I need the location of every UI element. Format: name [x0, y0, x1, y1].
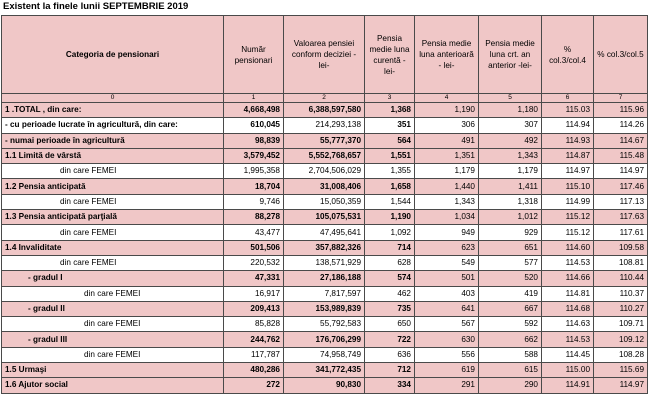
cell-col-6: 115.00 [542, 363, 594, 378]
table-row [2, 194, 648, 209]
cell-col-5: 577 [479, 255, 542, 270]
cell-col-3: 351 [365, 118, 415, 133]
cell-col-3: 722 [365, 332, 415, 347]
table-row [2, 103, 648, 118]
cell-col-6: 115.12 [542, 210, 594, 225]
cell-col-1: 3,579,452 [224, 148, 284, 163]
cell-col-1: 117,787 [224, 347, 284, 362]
cell-col-3: 334 [365, 378, 415, 393]
header-value: Valoarea pensiei conform deciziei -lei- [284, 16, 365, 94]
table-row [2, 286, 648, 301]
row-label: 1 .TOTAL , din care: [2, 103, 224, 118]
cell-col-5: 290 [479, 378, 542, 393]
cell-col-5: 419 [479, 286, 542, 301]
table-row [2, 301, 648, 316]
cell-col-1: 610,045 [224, 118, 284, 133]
cell-col-2: 27,186,188 [284, 271, 365, 286]
cell-col-7: 108.28 [594, 347, 648, 362]
cell-col-5: 667 [479, 301, 542, 316]
cell-col-4: 556 [415, 347, 479, 362]
header-pct-3-4: % col.3/col.4 [542, 16, 594, 94]
cell-col-2: 15,050,359 [284, 194, 365, 209]
cell-col-7: 114.97 [594, 164, 648, 179]
cell-col-6: 114.81 [542, 286, 594, 301]
cell-col-2: 90,830 [284, 378, 365, 393]
cell-col-4: 1,351 [415, 148, 479, 163]
table-caption: Existent la finele lunii SEPTEMBRIE 2019 [3, 1, 189, 12]
cell-col-3: 1,092 [365, 225, 415, 240]
cell-col-7: 115.96 [594, 103, 648, 118]
row-label: 1.5 Urmaşi [2, 363, 224, 378]
cell-col-4: 1,343 [415, 194, 479, 209]
table-row [2, 164, 648, 179]
cell-col-6: 114.66 [542, 271, 594, 286]
cell-col-3: 712 [365, 363, 415, 378]
cell-col-1: 1,995,358 [224, 164, 284, 179]
column-index-row [2, 94, 648, 103]
row-label: 1.1 Limită de vârstă [2, 148, 224, 163]
pension-table [1, 15, 648, 394]
cell-col-4: 567 [415, 317, 479, 332]
cell-col-1: 480,286 [224, 363, 284, 378]
cell-col-1: 88,278 [224, 210, 284, 225]
cell-col-3: 1,658 [365, 179, 415, 194]
cell-col-3: 636 [365, 347, 415, 362]
cell-col-2: 214,293,138 [284, 118, 365, 133]
cell-col-4: 1,179 [415, 164, 479, 179]
cell-col-5: 615 [479, 363, 542, 378]
table-row [2, 271, 648, 286]
cell-col-4: 1,190 [415, 103, 479, 118]
cell-col-4: 291 [415, 378, 479, 393]
header-row [2, 16, 648, 94]
cell-col-1: 244,762 [224, 332, 284, 347]
cell-col-7: 114.26 [594, 118, 648, 133]
row-label: din care FEMEI [2, 194, 224, 209]
cell-col-5: 651 [479, 240, 542, 255]
header-pct-3-5: % col.3/col.5 [594, 16, 648, 94]
row-label: din care FEMEI [2, 164, 224, 179]
cell-col-2: 7,817,597 [284, 286, 365, 301]
cell-col-6: 114.91 [542, 378, 594, 393]
cell-col-3: 650 [365, 317, 415, 332]
cell-col-1: 4,668,498 [224, 103, 284, 118]
cell-col-2: 176,706,299 [284, 332, 365, 347]
table-row [2, 255, 648, 270]
col-index: 0 [2, 94, 224, 103]
cell-col-7: 117.61 [594, 225, 648, 240]
row-label: din care FEMEI [2, 255, 224, 270]
row-label: din care FEMEI [2, 286, 224, 301]
col-index: 6 [542, 94, 594, 103]
cell-col-1: 43,477 [224, 225, 284, 240]
row-label: 1.6 Ajutor social [2, 378, 224, 393]
cell-col-7: 110.44 [594, 271, 648, 286]
table-row [2, 210, 648, 225]
table-row [2, 347, 648, 362]
header-category: Categoria de pensionari [2, 16, 224, 94]
cell-col-2: 2,704,506,029 [284, 164, 365, 179]
header-avg-last-year: Pensia medie luna crt. an anterior -lei- [479, 16, 542, 94]
col-index: 3 [365, 94, 415, 103]
cell-col-6: 114.99 [542, 194, 594, 209]
cell-col-3: 714 [365, 240, 415, 255]
col-index: 5 [479, 94, 542, 103]
cell-col-4: 1,034 [415, 210, 479, 225]
cell-col-7: 117.46 [594, 179, 648, 194]
row-label: - cu perioade lucrate în agricultură, din care: [2, 118, 224, 133]
table-row [2, 378, 648, 393]
table-row [2, 363, 648, 378]
col-index: 1 [224, 94, 284, 103]
cell-col-2: 47,495,641 [284, 225, 365, 240]
cell-col-5: 1,179 [479, 164, 542, 179]
cell-col-1: 98,839 [224, 133, 284, 148]
cell-col-7: 109.58 [594, 240, 648, 255]
cell-col-4: 641 [415, 301, 479, 316]
cell-col-7: 115.48 [594, 148, 648, 163]
cell-col-5: 492 [479, 133, 542, 148]
cell-col-3: 1,551 [365, 148, 415, 163]
cell-col-6: 114.87 [542, 148, 594, 163]
cell-col-3: 1,368 [365, 103, 415, 118]
cell-col-5: 1,180 [479, 103, 542, 118]
table-row [2, 133, 648, 148]
cell-col-5: 1,012 [479, 210, 542, 225]
row-label: - gradul II [2, 301, 224, 316]
row-label: din care FEMEI [2, 225, 224, 240]
cell-col-2: 55,777,370 [284, 133, 365, 148]
row-label: din care FEMEI [2, 317, 224, 332]
cell-col-7: 115.69 [594, 363, 648, 378]
cell-col-6: 115.10 [542, 179, 594, 194]
table-row [2, 225, 648, 240]
cell-col-4: 491 [415, 133, 479, 148]
cell-col-4: 630 [415, 332, 479, 347]
cell-col-4: 619 [415, 363, 479, 378]
cell-col-6: 114.93 [542, 133, 594, 148]
row-label: 1.4 Invaliditate [2, 240, 224, 255]
cell-col-2: 5,552,768,657 [284, 148, 365, 163]
cell-col-5: 1,411 [479, 179, 542, 194]
cell-col-5: 662 [479, 332, 542, 347]
table-row [2, 317, 648, 332]
cell-col-1: 9,746 [224, 194, 284, 209]
cell-col-7: 108.81 [594, 255, 648, 270]
cell-col-3: 462 [365, 286, 415, 301]
cell-col-3: 1,544 [365, 194, 415, 209]
col-index: 7 [594, 94, 648, 103]
cell-col-5: 1,343 [479, 148, 542, 163]
cell-col-4: 549 [415, 255, 479, 270]
cell-col-6: 114.63 [542, 317, 594, 332]
table-row [2, 240, 648, 255]
header-count: Număr pensionari [224, 16, 284, 94]
cell-col-4: 501 [415, 271, 479, 286]
cell-col-4: 403 [415, 286, 479, 301]
cell-col-1: 501,506 [224, 240, 284, 255]
cell-col-4: 949 [415, 225, 479, 240]
cell-col-3: 1,190 [365, 210, 415, 225]
cell-col-3: 735 [365, 301, 415, 316]
cell-col-2: 31,008,406 [284, 179, 365, 194]
cell-col-2: 6,388,597,580 [284, 103, 365, 118]
cell-col-2: 357,882,326 [284, 240, 365, 255]
cell-col-2: 341,772,435 [284, 363, 365, 378]
cell-col-3: 628 [365, 255, 415, 270]
cell-col-1: 220,532 [224, 255, 284, 270]
cell-col-6: 114.53 [542, 255, 594, 270]
cell-col-3: 1,355 [365, 164, 415, 179]
cell-col-7: 114.67 [594, 133, 648, 148]
cell-col-2: 74,958,749 [284, 347, 365, 362]
cell-col-6: 114.94 [542, 118, 594, 133]
header-avg-current: Pensia medie luna curentă -lei- [365, 16, 415, 94]
col-index: 2 [284, 94, 365, 103]
cell-col-7: 110.27 [594, 301, 648, 316]
cell-col-5: 929 [479, 225, 542, 240]
cell-col-4: 623 [415, 240, 479, 255]
cell-col-4: 1,440 [415, 179, 479, 194]
row-label: 1.2 Pensia anticipată [2, 179, 224, 194]
cell-col-5: 592 [479, 317, 542, 332]
cell-col-6: 115.12 [542, 225, 594, 240]
cell-col-1: 85,828 [224, 317, 284, 332]
row-label: din care FEMEI [2, 347, 224, 362]
cell-col-6: 114.60 [542, 240, 594, 255]
table-row [2, 179, 648, 194]
col-index: 4 [415, 94, 479, 103]
header-avg-previous: Pensia medie luna anterioară - lei- [415, 16, 479, 94]
row-label: - gradul I [2, 271, 224, 286]
cell-col-7: 109.12 [594, 332, 648, 347]
cell-col-2: 105,075,531 [284, 210, 365, 225]
cell-col-5: 520 [479, 271, 542, 286]
cell-col-1: 47,331 [224, 271, 284, 286]
cell-col-6: 114.53 [542, 332, 594, 347]
cell-col-7: 117.13 [594, 194, 648, 209]
cell-col-2: 55,792,583 [284, 317, 365, 332]
table-row [2, 148, 648, 163]
cell-col-5: 588 [479, 347, 542, 362]
cell-col-7: 114.97 [594, 378, 648, 393]
cell-col-4: 306 [415, 118, 479, 133]
cell-col-7: 117.63 [594, 210, 648, 225]
cell-col-3: 574 [365, 271, 415, 286]
cell-col-1: 16,917 [224, 286, 284, 301]
cell-col-7: 110.37 [594, 286, 648, 301]
table-row [2, 332, 648, 347]
cell-col-6: 114.68 [542, 301, 594, 316]
cell-col-2: 153,989,839 [284, 301, 365, 316]
row-label: 1.3 Pensia anticipată parţială [2, 210, 224, 225]
cell-col-6: 115.03 [542, 103, 594, 118]
cell-col-6: 114.97 [542, 164, 594, 179]
cell-col-1: 209,413 [224, 301, 284, 316]
cell-col-6: 114.45 [542, 347, 594, 362]
cell-col-7: 109.71 [594, 317, 648, 332]
cell-col-5: 1,318 [479, 194, 542, 209]
cell-col-5: 307 [479, 118, 542, 133]
row-label: - gradul III [2, 332, 224, 347]
cell-col-1: 272 [224, 378, 284, 393]
cell-col-3: 564 [365, 133, 415, 148]
cell-col-1: 18,704 [224, 179, 284, 194]
table-row [2, 118, 648, 133]
cell-col-2: 138,571,929 [284, 255, 365, 270]
row-label: - numai perioade în agricultură [2, 133, 224, 148]
